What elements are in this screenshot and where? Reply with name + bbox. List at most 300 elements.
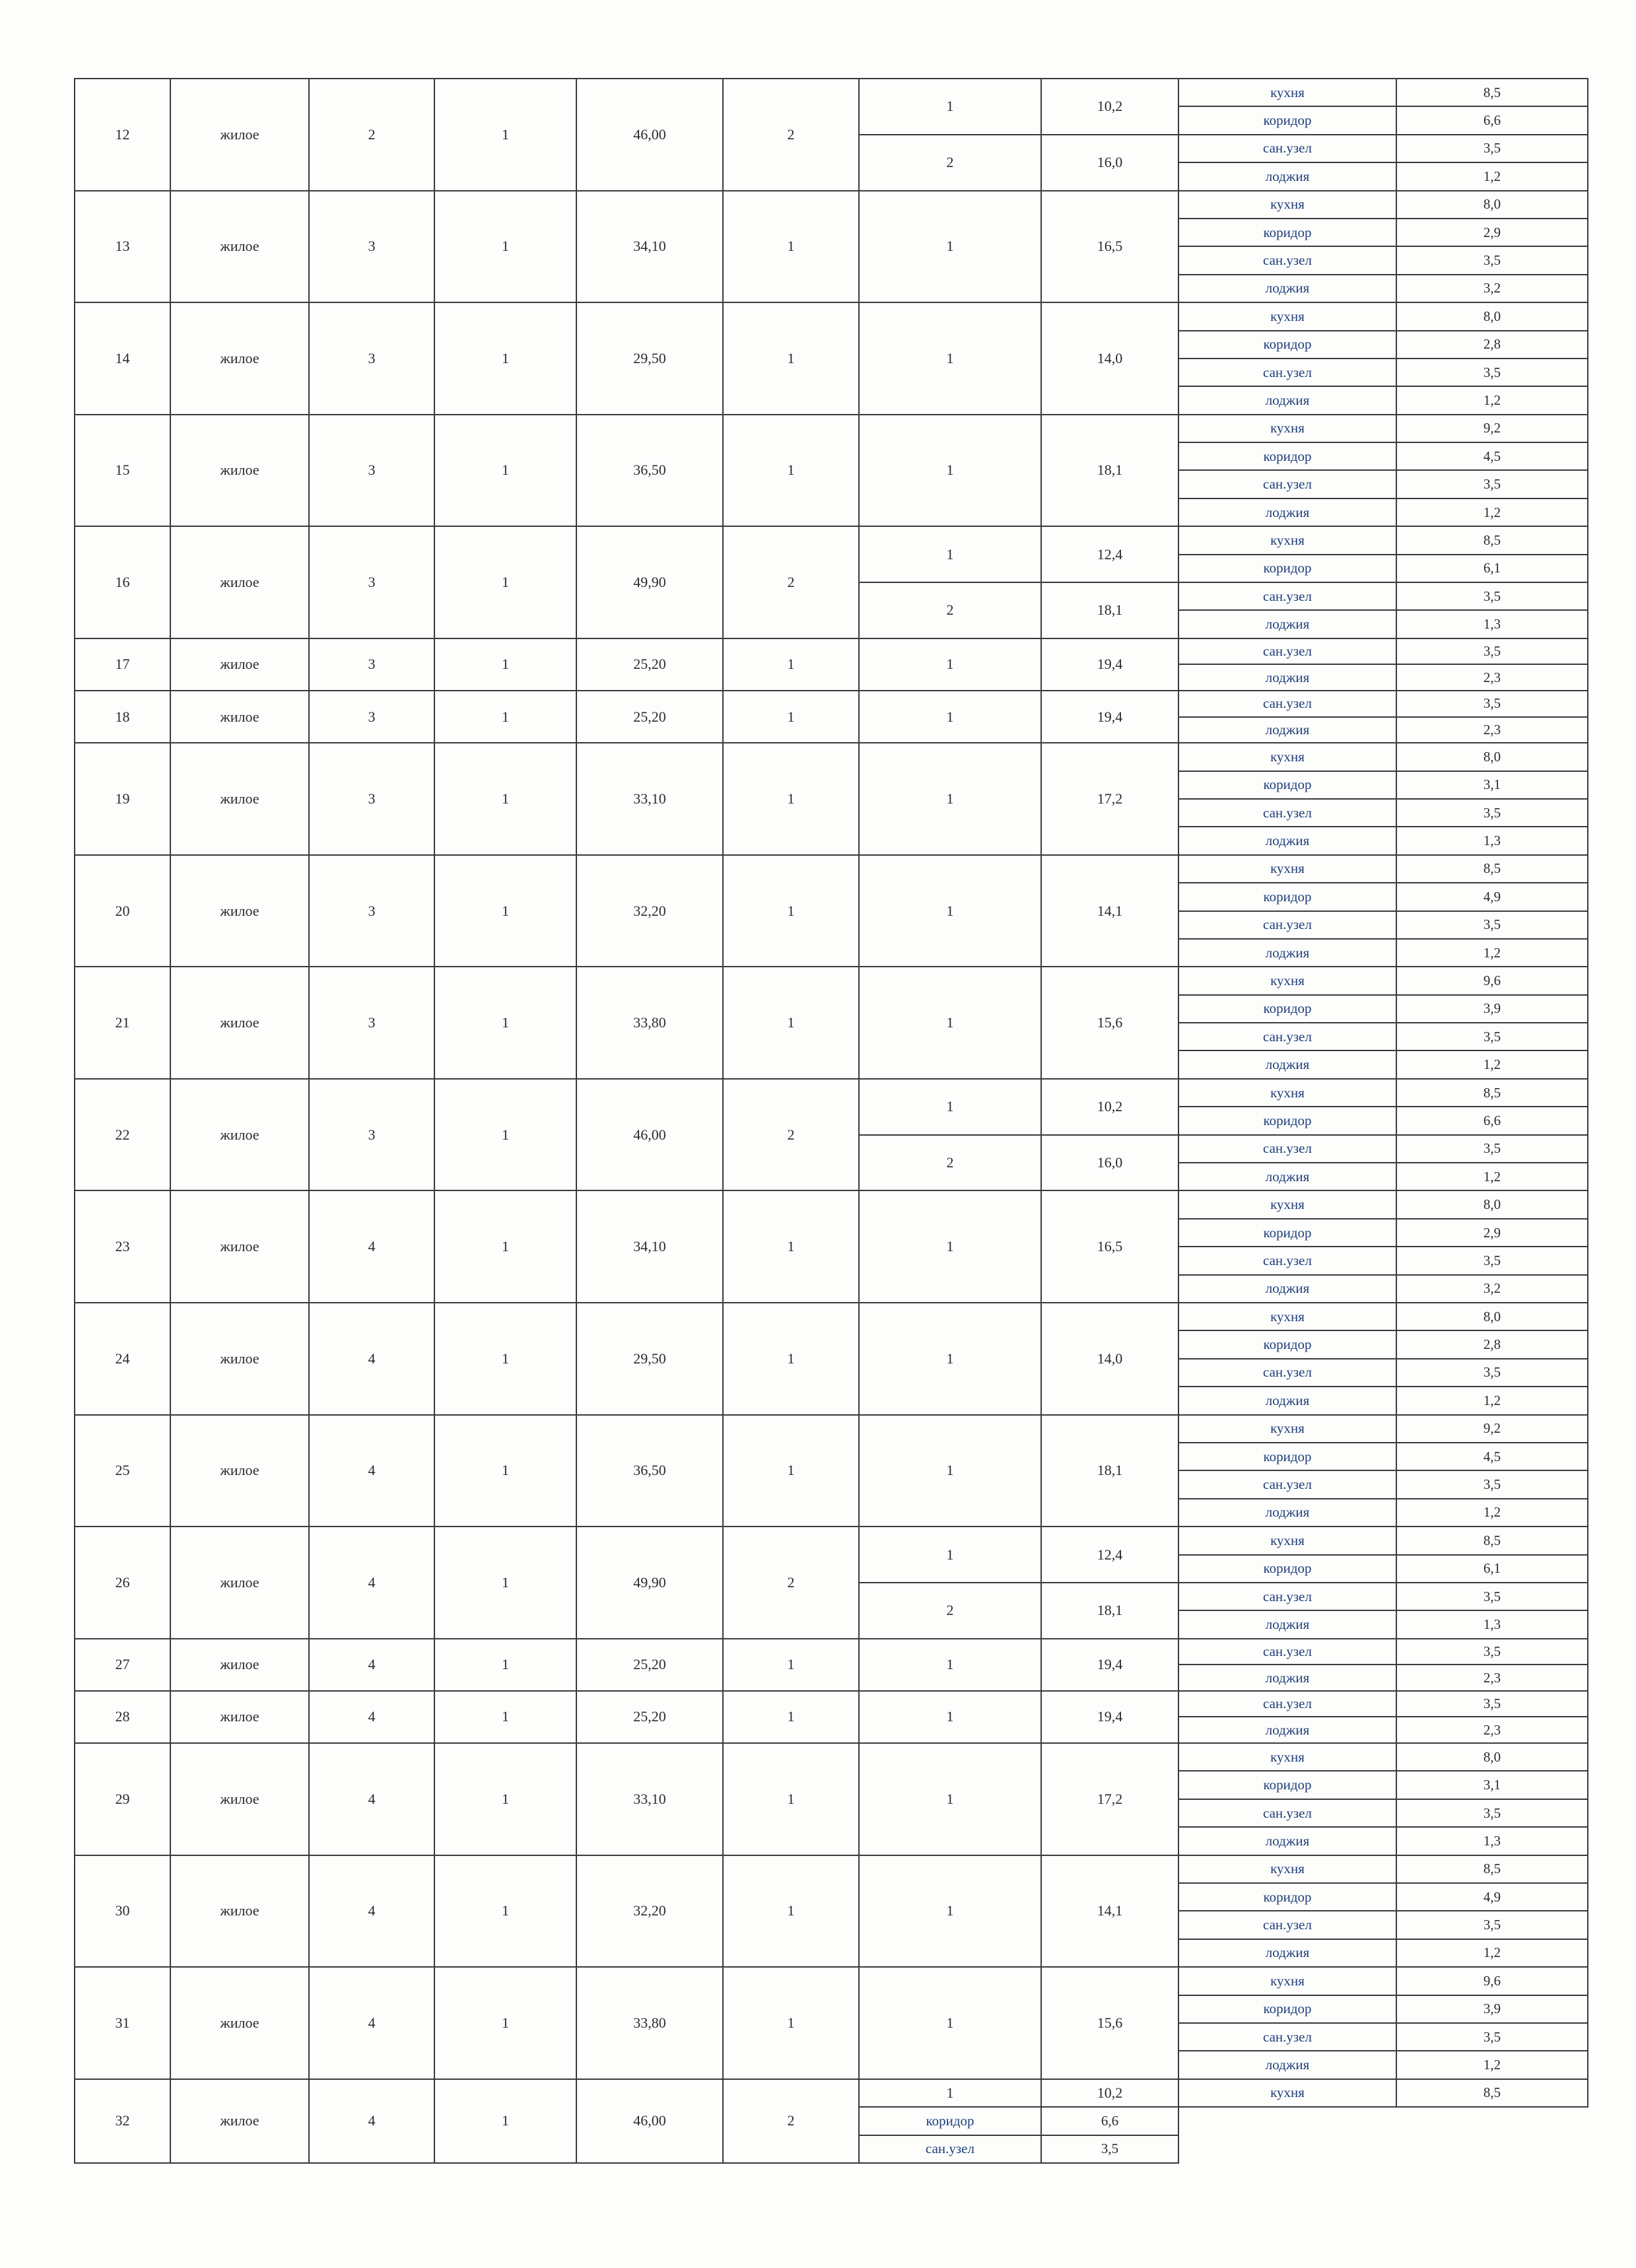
table-row (75, 967, 1588, 994)
living-room-area-cell: 18,1 (1041, 1583, 1178, 1639)
count-cell: 1 (434, 1190, 576, 1303)
count-cell: 1 (434, 1855, 576, 1968)
auxiliary-room-name-cell: коридор (1178, 1107, 1396, 1134)
auxiliary-room-area-cell: 3,1 (1396, 771, 1588, 799)
total-area-cell: 46,00 (576, 1079, 723, 1191)
floor-cell: 4 (309, 1190, 434, 1303)
rooms-count-cell: 2 (723, 79, 859, 191)
living-room-area-cell: 10,2 (1041, 2079, 1178, 2107)
auxiliary-room-name-cell: коридор (1178, 219, 1396, 246)
living-room-number-cell: 1 (859, 691, 1041, 743)
apartment-type-cell: жилое (170, 1743, 309, 1855)
total-area-cell: 32,20 (576, 855, 723, 967)
auxiliary-room-area-cell: 2,3 (1396, 1665, 1588, 1691)
auxiliary-room-name-cell: сан.узел (859, 2135, 1041, 2163)
auxiliary-room-name-cell: лоджия (1178, 386, 1396, 414)
auxiliary-room-name-cell: сан.узел (1178, 1135, 1396, 1163)
auxiliary-room-name-cell: коридор (1178, 442, 1396, 470)
apartment-number-cell: 19 (75, 743, 170, 855)
apartment-type-cell: жилое (170, 967, 309, 1079)
apartment-type-cell: жилое (170, 691, 309, 743)
auxiliary-room-area-cell: 3,5 (1396, 911, 1588, 939)
auxiliary-room-area-cell: 3,5 (1396, 1691, 1588, 1717)
auxiliary-room-name-cell: сан.узел (1178, 1691, 1396, 1717)
auxiliary-room-name-cell: кухня (1178, 302, 1396, 330)
auxiliary-room-area-cell: 1,2 (1396, 1163, 1588, 1190)
auxiliary-room-name-cell: кухня (1178, 415, 1396, 442)
auxiliary-room-area-cell: 9,2 (1396, 415, 1588, 442)
count-cell: 1 (434, 743, 576, 855)
auxiliary-room-area-cell: 8,0 (1396, 302, 1588, 330)
auxiliary-room-name-cell: сан.узел (1178, 638, 1396, 665)
apartment-number-cell: 23 (75, 1190, 170, 1303)
auxiliary-room-area-cell: 3,5 (1396, 2023, 1588, 2051)
auxiliary-room-area-cell: 9,6 (1396, 1967, 1588, 1995)
total-area-cell: 49,90 (576, 526, 723, 638)
auxiliary-room-name-cell: коридор (1178, 1995, 1396, 2023)
apartment-type-cell: жилое (170, 302, 309, 415)
table-row (75, 691, 1588, 717)
auxiliary-room-name-cell: кухня (1178, 526, 1396, 554)
living-room-number-cell: 1 (859, 1967, 1041, 2079)
auxiliary-room-name-cell: лоджия (1178, 162, 1396, 190)
auxiliary-room-area-cell: 8,5 (1396, 1855, 1588, 1883)
count-cell: 1 (434, 855, 576, 967)
living-room-area-cell: 10,2 (1041, 79, 1178, 135)
auxiliary-room-name-cell: коридор (1178, 771, 1396, 799)
auxiliary-room-name-cell: коридор (1178, 1771, 1396, 1799)
auxiliary-room-area-cell: 8,0 (1396, 1190, 1588, 1218)
floor-cell: 3 (309, 638, 434, 691)
auxiliary-room-area-cell: 6,1 (1396, 1555, 1588, 1583)
total-area-cell: 25,20 (576, 638, 723, 691)
count-cell: 1 (434, 638, 576, 691)
floor-cell: 3 (309, 743, 434, 855)
apartment-type-cell: жилое (170, 855, 309, 967)
living-room-number-cell: 1 (859, 1527, 1041, 1583)
auxiliary-room-area-cell: 3,5 (1396, 1911, 1588, 1939)
floor-cell: 3 (309, 415, 434, 527)
rooms-count-cell: 2 (723, 1079, 859, 1191)
total-area-cell: 29,50 (576, 302, 723, 415)
auxiliary-room-area-cell: 4,5 (1396, 442, 1588, 470)
auxiliary-room-name-cell: кухня (1178, 1855, 1396, 1883)
count-cell: 1 (434, 967, 576, 1079)
floor-cell: 4 (309, 1743, 434, 1855)
living-room-number-cell: 1 (859, 526, 1041, 582)
count-cell: 1 (434, 526, 576, 638)
auxiliary-room-name-cell: кухня (1178, 1303, 1396, 1330)
living-room-number-cell: 1 (859, 1855, 1041, 1968)
table-row (75, 1743, 1588, 1771)
total-area-cell: 32,20 (576, 1855, 723, 1968)
auxiliary-room-name-cell: сан.узел (1178, 1799, 1396, 1827)
auxiliary-room-area-cell: 3,5 (1396, 691, 1588, 717)
apartment-number-cell: 15 (75, 415, 170, 527)
living-room-area-cell: 17,2 (1041, 1743, 1178, 1855)
auxiliary-room-area-cell: 8,5 (1396, 1079, 1588, 1107)
auxiliary-room-area-cell: 1,3 (1396, 827, 1588, 854)
apartment-type-cell: жилое (170, 79, 309, 191)
auxiliary-room-area-cell: 8,0 (1396, 1303, 1588, 1330)
table-row (75, 1303, 1588, 1330)
auxiliary-room-name-cell: лоджия (1178, 1163, 1396, 1190)
rooms-count-cell: 1 (723, 1967, 859, 2079)
apartment-number-cell: 24 (75, 1303, 170, 1415)
living-room-area-cell: 18,1 (1041, 1415, 1178, 1527)
total-area-cell: 34,10 (576, 1190, 723, 1303)
auxiliary-room-area-cell: 8,5 (1396, 526, 1588, 554)
auxiliary-room-area-cell: 3,5 (1396, 135, 1588, 162)
table-row (75, 79, 1588, 106)
table-row (75, 302, 1588, 330)
apartments-table (74, 78, 1588, 2164)
count-cell: 1 (434, 1415, 576, 1527)
auxiliary-room-name-cell: лоджия (1178, 275, 1396, 302)
rooms-count-cell: 1 (723, 1639, 859, 1691)
auxiliary-room-name-cell: сан.узел (1178, 1247, 1396, 1274)
apartments-table-body (75, 79, 1588, 2163)
auxiliary-room-name-cell: сан.узел (1178, 246, 1396, 274)
auxiliary-room-area-cell: 3,5 (1396, 1583, 1588, 1610)
floor-cell: 3 (309, 526, 434, 638)
count-cell: 1 (434, 1639, 576, 1691)
auxiliary-room-area-cell: 3,5 (1396, 470, 1588, 498)
living-room-number-cell: 1 (859, 415, 1041, 527)
auxiliary-room-area-cell: 9,6 (1396, 967, 1588, 994)
apartment-type-cell: жилое (170, 1855, 309, 1968)
rooms-count-cell: 2 (723, 2079, 859, 2163)
floor-cell: 3 (309, 191, 434, 303)
apartment-number-cell: 32 (75, 2079, 170, 2163)
auxiliary-room-name-cell: коридор (1178, 1443, 1396, 1470)
apartment-type-cell: жилое (170, 526, 309, 638)
rooms-count-cell: 1 (723, 1691, 859, 1743)
total-area-cell: 36,50 (576, 415, 723, 527)
auxiliary-room-name-cell: лоджия (1178, 1827, 1396, 1855)
auxiliary-room-name-cell: кухня (1178, 2079, 1396, 2107)
auxiliary-room-area-cell: 8,0 (1396, 1743, 1588, 1771)
auxiliary-room-name-cell: кухня (1178, 1079, 1396, 1107)
living-room-area-cell: 10,2 (1041, 1079, 1178, 1135)
total-area-cell: 25,20 (576, 1691, 723, 1743)
auxiliary-room-area-cell: 2,8 (1396, 331, 1588, 359)
living-room-area-cell: 16,0 (1041, 135, 1178, 191)
auxiliary-room-area-cell: 3,5 (1396, 359, 1588, 386)
total-area-cell: 33,10 (576, 1743, 723, 1855)
auxiliary-room-area-cell: 3,5 (1396, 1470, 1588, 1498)
auxiliary-room-area-cell: 1,2 (1396, 498, 1588, 526)
count-cell: 1 (434, 79, 576, 191)
living-room-number-cell: 1 (859, 302, 1041, 415)
auxiliary-room-name-cell: лоджия (1178, 1939, 1396, 1967)
rooms-count-cell: 2 (723, 1527, 859, 1639)
auxiliary-room-name-cell: лоджия (1178, 1387, 1396, 1414)
rooms-count-cell: 1 (723, 967, 859, 1079)
rooms-count-cell: 1 (723, 638, 859, 691)
auxiliary-room-area-cell: 2,3 (1396, 664, 1588, 691)
auxiliary-room-name-cell: сан.узел (1178, 359, 1396, 386)
apartment-number-cell: 29 (75, 1743, 170, 1855)
auxiliary-room-area-cell: 3,5 (1396, 1639, 1588, 1665)
apartment-type-cell: жилое (170, 415, 309, 527)
apartment-number-cell: 14 (75, 302, 170, 415)
auxiliary-room-name-cell: кухня (1178, 1415, 1396, 1443)
auxiliary-room-area-cell: 3,5 (1396, 638, 1588, 665)
apartment-number-cell: 25 (75, 1415, 170, 1527)
living-room-area-cell: 19,4 (1041, 638, 1178, 691)
apartment-number-cell: 13 (75, 191, 170, 303)
auxiliary-room-name-cell: кухня (1178, 1527, 1396, 1554)
total-area-cell: 33,80 (576, 967, 723, 1079)
auxiliary-room-area-cell: 3,5 (1396, 1135, 1588, 1163)
auxiliary-room-area-cell: 1,2 (1396, 1387, 1588, 1414)
table-row (75, 526, 1588, 554)
auxiliary-room-area-cell: 3,5 (1396, 246, 1588, 274)
auxiliary-room-area-cell: 9,2 (1396, 1415, 1588, 1443)
auxiliary-room-name-cell: коридор (1178, 995, 1396, 1023)
apartment-number-cell: 31 (75, 1967, 170, 2079)
auxiliary-room-name-cell: лоджия (1178, 1717, 1396, 1743)
floor-cell: 4 (309, 1303, 434, 1415)
living-room-area-cell: 12,4 (1041, 526, 1178, 582)
apartment-type-cell: жилое (170, 2079, 309, 2163)
auxiliary-room-area-cell: 8,0 (1396, 191, 1588, 219)
living-room-area-cell: 17,2 (1041, 743, 1178, 855)
living-room-number-cell: 1 (859, 743, 1041, 855)
count-cell: 1 (434, 1079, 576, 1191)
auxiliary-room-area-cell: 2,8 (1396, 1330, 1588, 1358)
living-room-area-cell: 14,0 (1041, 302, 1178, 415)
living-room-area-cell: 19,4 (1041, 1691, 1178, 1743)
auxiliary-room-area-cell: 1,2 (1396, 939, 1588, 967)
living-room-number-cell: 2 (859, 1135, 1041, 1191)
auxiliary-room-name-cell: сан.узел (1178, 1911, 1396, 1939)
table-row (75, 1691, 1588, 1717)
living-room-number-cell: 1 (859, 191, 1041, 303)
living-room-area-cell: 14,1 (1041, 855, 1178, 967)
living-room-area-cell: 15,6 (1041, 1967, 1178, 2079)
auxiliary-room-area-cell: 2,3 (1396, 717, 1588, 743)
table-row (75, 1639, 1588, 1665)
living-room-number-cell: 1 (859, 1190, 1041, 1303)
total-area-cell: 46,00 (576, 2079, 723, 2163)
floor-cell: 2 (309, 79, 434, 191)
auxiliary-room-name-cell: лоджия (1178, 1610, 1396, 1638)
rooms-count-cell: 1 (723, 1743, 859, 1855)
auxiliary-room-area-cell: 3,5 (1396, 1023, 1588, 1050)
auxiliary-room-name-cell: лоджия (1178, 717, 1396, 743)
rooms-count-cell: 1 (723, 1303, 859, 1415)
count-cell: 1 (434, 1967, 576, 2079)
apartment-type-cell: жилое (170, 1527, 309, 1639)
table-row (75, 1415, 1588, 1443)
auxiliary-room-area-cell: 3,2 (1396, 275, 1588, 302)
apartment-type-cell: жилое (170, 1691, 309, 1743)
floor-cell: 3 (309, 855, 434, 967)
auxiliary-room-name-cell: коридор (1178, 1883, 1396, 1911)
auxiliary-room-name-cell: лоджия (1178, 1499, 1396, 1527)
auxiliary-room-area-cell: 2,9 (1396, 1219, 1588, 1247)
living-room-area-cell: 12,4 (1041, 1527, 1178, 1583)
auxiliary-room-area-cell: 3,5 (1396, 1247, 1588, 1274)
auxiliary-room-name-cell: лоджия (1178, 2051, 1396, 2079)
floor-cell: 4 (309, 1691, 434, 1743)
total-area-cell: 25,20 (576, 691, 723, 743)
auxiliary-room-name-cell: сан.узел (1178, 799, 1396, 827)
floor-cell: 4 (309, 1967, 434, 2079)
auxiliary-room-name-cell: кухня (1178, 1190, 1396, 1218)
living-room-number-cell: 1 (859, 1743, 1041, 1855)
auxiliary-room-area-cell: 8,5 (1396, 2079, 1588, 2107)
rooms-count-cell: 1 (723, 1855, 859, 1968)
rooms-count-cell: 1 (723, 415, 859, 527)
apartment-number-cell: 22 (75, 1079, 170, 1191)
auxiliary-room-area-cell: 8,5 (1396, 855, 1588, 883)
auxiliary-room-name-cell: лоджия (1178, 1050, 1396, 1078)
apartment-type-cell: жилое (170, 1190, 309, 1303)
apartment-type-cell: жилое (170, 1079, 309, 1191)
count-cell: 1 (434, 2079, 576, 2163)
count-cell: 1 (434, 1743, 576, 1855)
apartment-type-cell: жилое (170, 1303, 309, 1415)
auxiliary-room-name-cell: коридор (1178, 1330, 1396, 1358)
auxiliary-room-area-cell: 1,3 (1396, 1610, 1588, 1638)
auxiliary-room-name-cell: кухня (1178, 743, 1396, 771)
auxiliary-room-name-cell: лоджия (1178, 664, 1396, 691)
living-room-number-cell: 1 (859, 1691, 1041, 1743)
auxiliary-room-area-cell: 4,5 (1396, 1443, 1588, 1470)
auxiliary-room-name-cell: кухня (1178, 1743, 1396, 1771)
floor-cell: 3 (309, 691, 434, 743)
auxiliary-room-area-cell: 3,5 (1396, 799, 1588, 827)
rooms-count-cell: 1 (723, 1415, 859, 1527)
auxiliary-room-name-cell: лоджия (1178, 939, 1396, 967)
table-row (75, 415, 1588, 442)
auxiliary-room-area-cell: 8,5 (1396, 79, 1588, 106)
auxiliary-room-name-cell: коридор (1178, 1555, 1396, 1583)
auxiliary-room-area-cell: 3,9 (1396, 995, 1588, 1023)
count-cell: 1 (434, 302, 576, 415)
auxiliary-room-name-cell: сан.узел (1178, 135, 1396, 162)
living-room-number-cell: 1 (859, 638, 1041, 691)
living-room-number-cell: 1 (859, 855, 1041, 967)
living-room-area-cell: 18,1 (1041, 415, 1178, 527)
auxiliary-room-area-cell: 3,9 (1396, 1995, 1588, 2023)
total-area-cell: 49,90 (576, 1527, 723, 1639)
living-room-number-cell: 2 (859, 1583, 1041, 1639)
apartment-number-cell: 21 (75, 967, 170, 1079)
count-cell: 1 (434, 191, 576, 303)
count-cell: 1 (434, 1303, 576, 1415)
living-room-number-cell: 1 (859, 2079, 1041, 2107)
auxiliary-room-area-cell: 3,5 (1396, 1359, 1588, 1387)
auxiliary-room-name-cell: сан.узел (1178, 1583, 1396, 1610)
table-row (75, 1967, 1588, 1995)
floor-cell: 4 (309, 1415, 434, 1527)
total-area-cell: 33,10 (576, 743, 723, 855)
table-row (75, 855, 1588, 883)
auxiliary-room-area-cell: 4,9 (1396, 1883, 1588, 1911)
auxiliary-room-name-cell: сан.узел (1178, 1023, 1396, 1050)
apartment-number-cell: 28 (75, 1691, 170, 1743)
auxiliary-room-name-cell: кухня (1178, 191, 1396, 219)
auxiliary-room-area-cell: 6,1 (1396, 555, 1588, 582)
apartment-type-cell: жилое (170, 1415, 309, 1527)
living-room-number-cell: 1 (859, 1415, 1041, 1527)
count-cell: 1 (434, 691, 576, 743)
auxiliary-room-area-cell: 2,9 (1396, 219, 1588, 246)
total-area-cell: 46,00 (576, 79, 723, 191)
floor-cell: 4 (309, 1639, 434, 1691)
auxiliary-room-area-cell: 2,3 (1396, 1717, 1588, 1743)
total-area-cell: 36,50 (576, 1415, 723, 1527)
auxiliary-room-area-cell: 1,3 (1396, 1827, 1588, 1855)
auxiliary-room-name-cell: сан.узел (1178, 470, 1396, 498)
living-room-area-cell: 14,0 (1041, 1303, 1178, 1415)
total-area-cell: 25,20 (576, 1639, 723, 1691)
rooms-count-cell: 1 (723, 743, 859, 855)
auxiliary-room-area-cell: 1,3 (1396, 610, 1588, 638)
floor-cell: 4 (309, 1527, 434, 1639)
rooms-count-cell: 1 (723, 191, 859, 303)
rooms-count-cell: 1 (723, 1190, 859, 1303)
apartment-number-cell: 27 (75, 1639, 170, 1691)
apartment-number-cell: 12 (75, 79, 170, 191)
living-room-area-cell: 16,5 (1041, 191, 1178, 303)
floor-cell: 3 (309, 967, 434, 1079)
table-row (75, 743, 1588, 771)
auxiliary-room-name-cell: лоджия (1178, 827, 1396, 854)
auxiliary-room-name-cell: кухня (1178, 967, 1396, 994)
auxiliary-room-area-cell: 6,6 (1396, 106, 1588, 134)
floor-cell: 3 (309, 1079, 434, 1191)
apartment-number-cell: 17 (75, 638, 170, 691)
living-room-number-cell: 1 (859, 1639, 1041, 1691)
apartment-number-cell: 20 (75, 855, 170, 967)
auxiliary-room-name-cell: кухня (1178, 79, 1396, 106)
auxiliary-room-name-cell: сан.узел (1178, 1359, 1396, 1387)
total-area-cell: 33,80 (576, 1967, 723, 2079)
auxiliary-room-name-cell: коридор (859, 2107, 1041, 2135)
table-row (75, 638, 1588, 665)
rooms-count-cell: 1 (723, 855, 859, 967)
auxiliary-room-area-cell: 1,2 (1396, 386, 1588, 414)
auxiliary-room-area-cell: 1,2 (1396, 1050, 1588, 1078)
apartment-number-cell: 30 (75, 1855, 170, 1968)
auxiliary-room-name-cell: лоджия (1178, 498, 1396, 526)
auxiliary-room-area-cell: 1,2 (1396, 1499, 1588, 1527)
count-cell: 1 (434, 1691, 576, 1743)
apartment-type-cell: жилое (170, 638, 309, 691)
auxiliary-room-area-cell: 6,6 (1396, 1107, 1588, 1134)
auxiliary-room-area-cell: 8,5 (1396, 1527, 1588, 1554)
living-room-number-cell: 2 (859, 135, 1041, 191)
auxiliary-room-area-cell: 3,2 (1396, 1275, 1588, 1303)
auxiliary-room-name-cell: кухня (1178, 855, 1396, 883)
living-room-area-cell: 19,4 (1041, 691, 1178, 743)
floor-cell: 4 (309, 1855, 434, 1968)
auxiliary-room-name-cell: коридор (1178, 555, 1396, 582)
auxiliary-room-area-cell: 1,2 (1396, 162, 1588, 190)
auxiliary-room-name-cell: сан.узел (1178, 2023, 1396, 2051)
auxiliary-room-name-cell: сан.узел (1178, 691, 1396, 717)
living-room-number-cell: 2 (859, 582, 1041, 638)
table-row (75, 1079, 1588, 1107)
auxiliary-room-area-cell: 3,5 (1396, 582, 1588, 610)
apartment-number-cell: 18 (75, 691, 170, 743)
auxiliary-room-name-cell: коридор (1178, 106, 1396, 134)
